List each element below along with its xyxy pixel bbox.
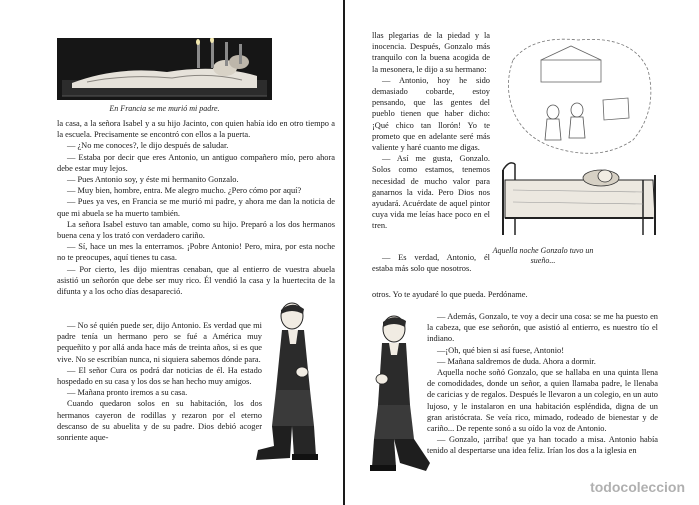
right-text-lower bbox=[427, 311, 658, 457]
paragraph: — Además, Gonzalo, te voy a decir una cosa: se me ha puesto en la cabeza, que ese señorón, que asistió al entierro, es nuestro tío el indiano. bbox=[427, 312, 658, 344]
left-text-full bbox=[57, 118, 335, 297]
paragraph: — Pues ya ves, en Francia se me murió mi padre, y ahora me dan la noticia de que mi abuela se ha muerto también. bbox=[57, 197, 335, 218]
paragraph: — Mañana saldremos de duda. Ahora a dormir. bbox=[437, 356, 596, 366]
deathbed-drawing bbox=[57, 38, 272, 100]
paragraph: otros. Yo te ayudaré lo que pueda. Perdóname. bbox=[372, 290, 528, 299]
right-text-mid bbox=[372, 252, 490, 274]
left-text-narrow bbox=[57, 320, 262, 443]
kneeling-boy-drawing bbox=[248, 300, 328, 465]
paragraph: llas plegarias de la piedad y la inocencia. Después, Gonzalo más tranquilo con la buena acogida de la mesonera, le dijo a su hermano: bbox=[372, 31, 490, 74]
deathbed-illustration bbox=[57, 38, 272, 100]
watermark-logo bbox=[590, 479, 685, 495]
paragraph: — Gonzalo, ¡arriba! que ya han tocado a misa. Antonio había tenido al despertarse una idea feliz. Irían los dos a la iglesia en bbox=[427, 435, 658, 456]
left-caption: En Francia se me murió mi padre. bbox=[109, 104, 220, 113]
paragraph: — El señor Cura os podrá dar noticias de él. Ha estado hospedado en su casa y los dos se han hecho muy amigos. bbox=[57, 365, 262, 387]
paragraph: — No sé quién puede ser, dijo Antonio. Es verdad que mi padre tenía un hermano pero se fué a América muy pequeñito y por allá anda hace más de treinta años, si es que vive. No se escribían nunca, ni siquiera sabemos dónde para. bbox=[57, 321, 262, 364]
paragraph: — Antonio, hoy he sido demasiado cobarde, estoy pensando, que las gentes del pueblo tienen que haber dicho: ¡Qué chico tan llorón! Yo te prometo que en adelante seré más valiente y haré cuanto me digas. bbox=[372, 75, 490, 153]
paragraph: — Sí, hace un mes la enterramos. ¡Pobre Antonio! Pero, mira, por esta noche no te preocupes, aquí tienes tu casa. bbox=[57, 242, 335, 263]
paragraph: — Es verdad, Antonio, él estaba más solo que nosotros. bbox=[372, 253, 490, 274]
paragraph: — Mañana pronto iremos a su casa. bbox=[67, 388, 188, 398]
paragraph: Cuando quedaron solos en su habitación, los dos hermanos cayeron de rodillas y rezaron por el eterno descanso de su abuelita y de su padre. Dios debió acoger sonriente aque- bbox=[57, 399, 262, 443]
watermark-text: todocoleccion bbox=[590, 479, 685, 495]
paragraph: — Por cierto, les dijo mientras cenaban, que al entierro de vuestra abuela asistió un señorón que debe ser muy rico. Él vendió la casa y la huertecita de la difunta y a los ocho días desapareció. bbox=[57, 264, 335, 297]
right-text-narrow bbox=[372, 30, 490, 232]
paragraph: — Estaba por decir que eres Antonio, un antiguo compañero mío, pero ahora debe estar muy lejos. bbox=[57, 152, 335, 173]
paragraph: La señora Isabel estuvo tan amable, como su hijo. Preparó a los dos hermanos buena cena y los trató con verdadero cariño. bbox=[57, 219, 335, 241]
paragraph: Aquella noche soñó Gonzalo, que se hallaba en una quinta llena de comodidades, donde un señor, a quien llamaba padre, le llenaba de caricias y de regalos. Después le llevaron a un colegio, en un auto lujoso, y le instalaron en una habitación espléndida, digna de un gran aristócrata. Se veía rico, mimado, rodeado de bienestar y de cariño... De repente sonó a su oído la voz de Antonio. bbox=[427, 368, 658, 434]
dream-bed-drawing bbox=[493, 30, 663, 245]
paragraph: — Así me gusta, Gonzalo. Solos como estamos, tenemos necesidad de mucho valor para ganarnos la vida. Pero Dios nos ayudará. Acuérdate de aquel pintor cuya vida me leías hace poco en el tren. bbox=[372, 154, 490, 231]
kneeling-boy-illustration bbox=[248, 300, 328, 465]
paragraph: — Pues Antonio soy, y éste mi hermanito Gonzalo. bbox=[67, 175, 239, 185]
praying-boy-drawing bbox=[360, 313, 435, 473]
right-text-full bbox=[372, 289, 658, 300]
dream-bed-illustration bbox=[493, 30, 663, 245]
right-caption: Aquella noche Gonzalo tuvo un sueño... bbox=[492, 246, 594, 265]
paragraph: —¡Oh, qué bien si así fuese, Antonio! bbox=[437, 345, 564, 355]
paragraph: — Muy bien, hombre, entra. Me alegro mucho. ¿Pero cómo por aquí? bbox=[67, 186, 302, 196]
paragraph: la casa, a la señora Isabel y a su hijo Jacinto, con quien había ido en otro tiempo a la escuela. Precisamente se encontró con ellos a la puerta. bbox=[57, 119, 335, 140]
praying-boy-illustration bbox=[360, 313, 435, 473]
left-page bbox=[0, 0, 349, 505]
page-gutter bbox=[343, 0, 345, 505]
paragraph: — ¿No me conoces?, le dijo después de saludar. bbox=[67, 141, 229, 151]
